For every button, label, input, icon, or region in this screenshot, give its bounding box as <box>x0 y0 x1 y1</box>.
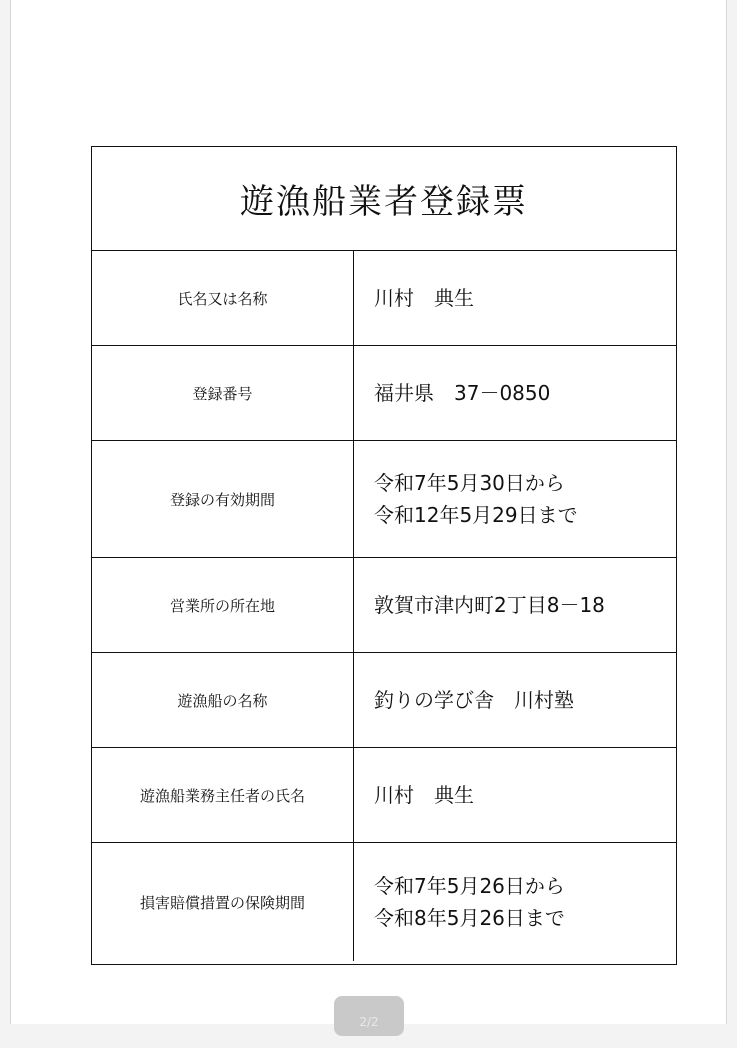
row-label: 登録番号 <box>92 346 354 440</box>
title-row <box>92 147 676 251</box>
row-value <box>354 346 676 440</box>
row-label: 登録の有効期間 <box>92 441 354 557</box>
table-row-insurance-period <box>92 843 676 961</box>
row-value <box>354 653 676 747</box>
value-line: 令和8年5月26日まで <box>374 906 565 930</box>
table-row-boat-name <box>92 653 676 748</box>
table-row-office-address <box>92 558 676 653</box>
row-label: 氏名又は名称 <box>92 251 354 345</box>
value-line: 令和7年5月30日から <box>374 471 565 495</box>
row-label: 遊漁船業務主任者の氏名 <box>92 748 354 842</box>
row-value <box>354 748 676 842</box>
value-line: 敦賀市津内町2丁目8－18 <box>374 593 605 617</box>
row-value <box>354 558 676 652</box>
row-label: 営業所の所在地 <box>92 558 354 652</box>
document-title: 遊漁船業者登録票 <box>240 182 528 222</box>
row-label: 遊漁船の名称 <box>92 653 354 747</box>
registration-table <box>91 146 677 965</box>
row-label: 損害賠償措置の保険期間 <box>92 843 354 961</box>
document-page <box>10 0 727 1024</box>
row-value <box>354 441 676 557</box>
value-line: 川村 典生 <box>374 286 474 310</box>
row-value <box>354 251 676 345</box>
table-row-chief-name <box>92 748 676 843</box>
value-line: 川村 典生 <box>374 783 474 807</box>
page-indicator: 2/2 <box>334 996 404 1036</box>
value-line: 令和12年5月29日まで <box>374 503 578 527</box>
value-line: 令和7年5月26日から <box>374 874 565 898</box>
table-row-name <box>92 251 676 346</box>
value-line: 福井県 37－0850 <box>374 381 551 405</box>
table-row-registration-number <box>92 346 676 441</box>
row-value <box>354 843 676 961</box>
value-line: 釣りの学び舎 川村塾 <box>374 688 574 712</box>
table-row-validity-period <box>92 441 676 558</box>
